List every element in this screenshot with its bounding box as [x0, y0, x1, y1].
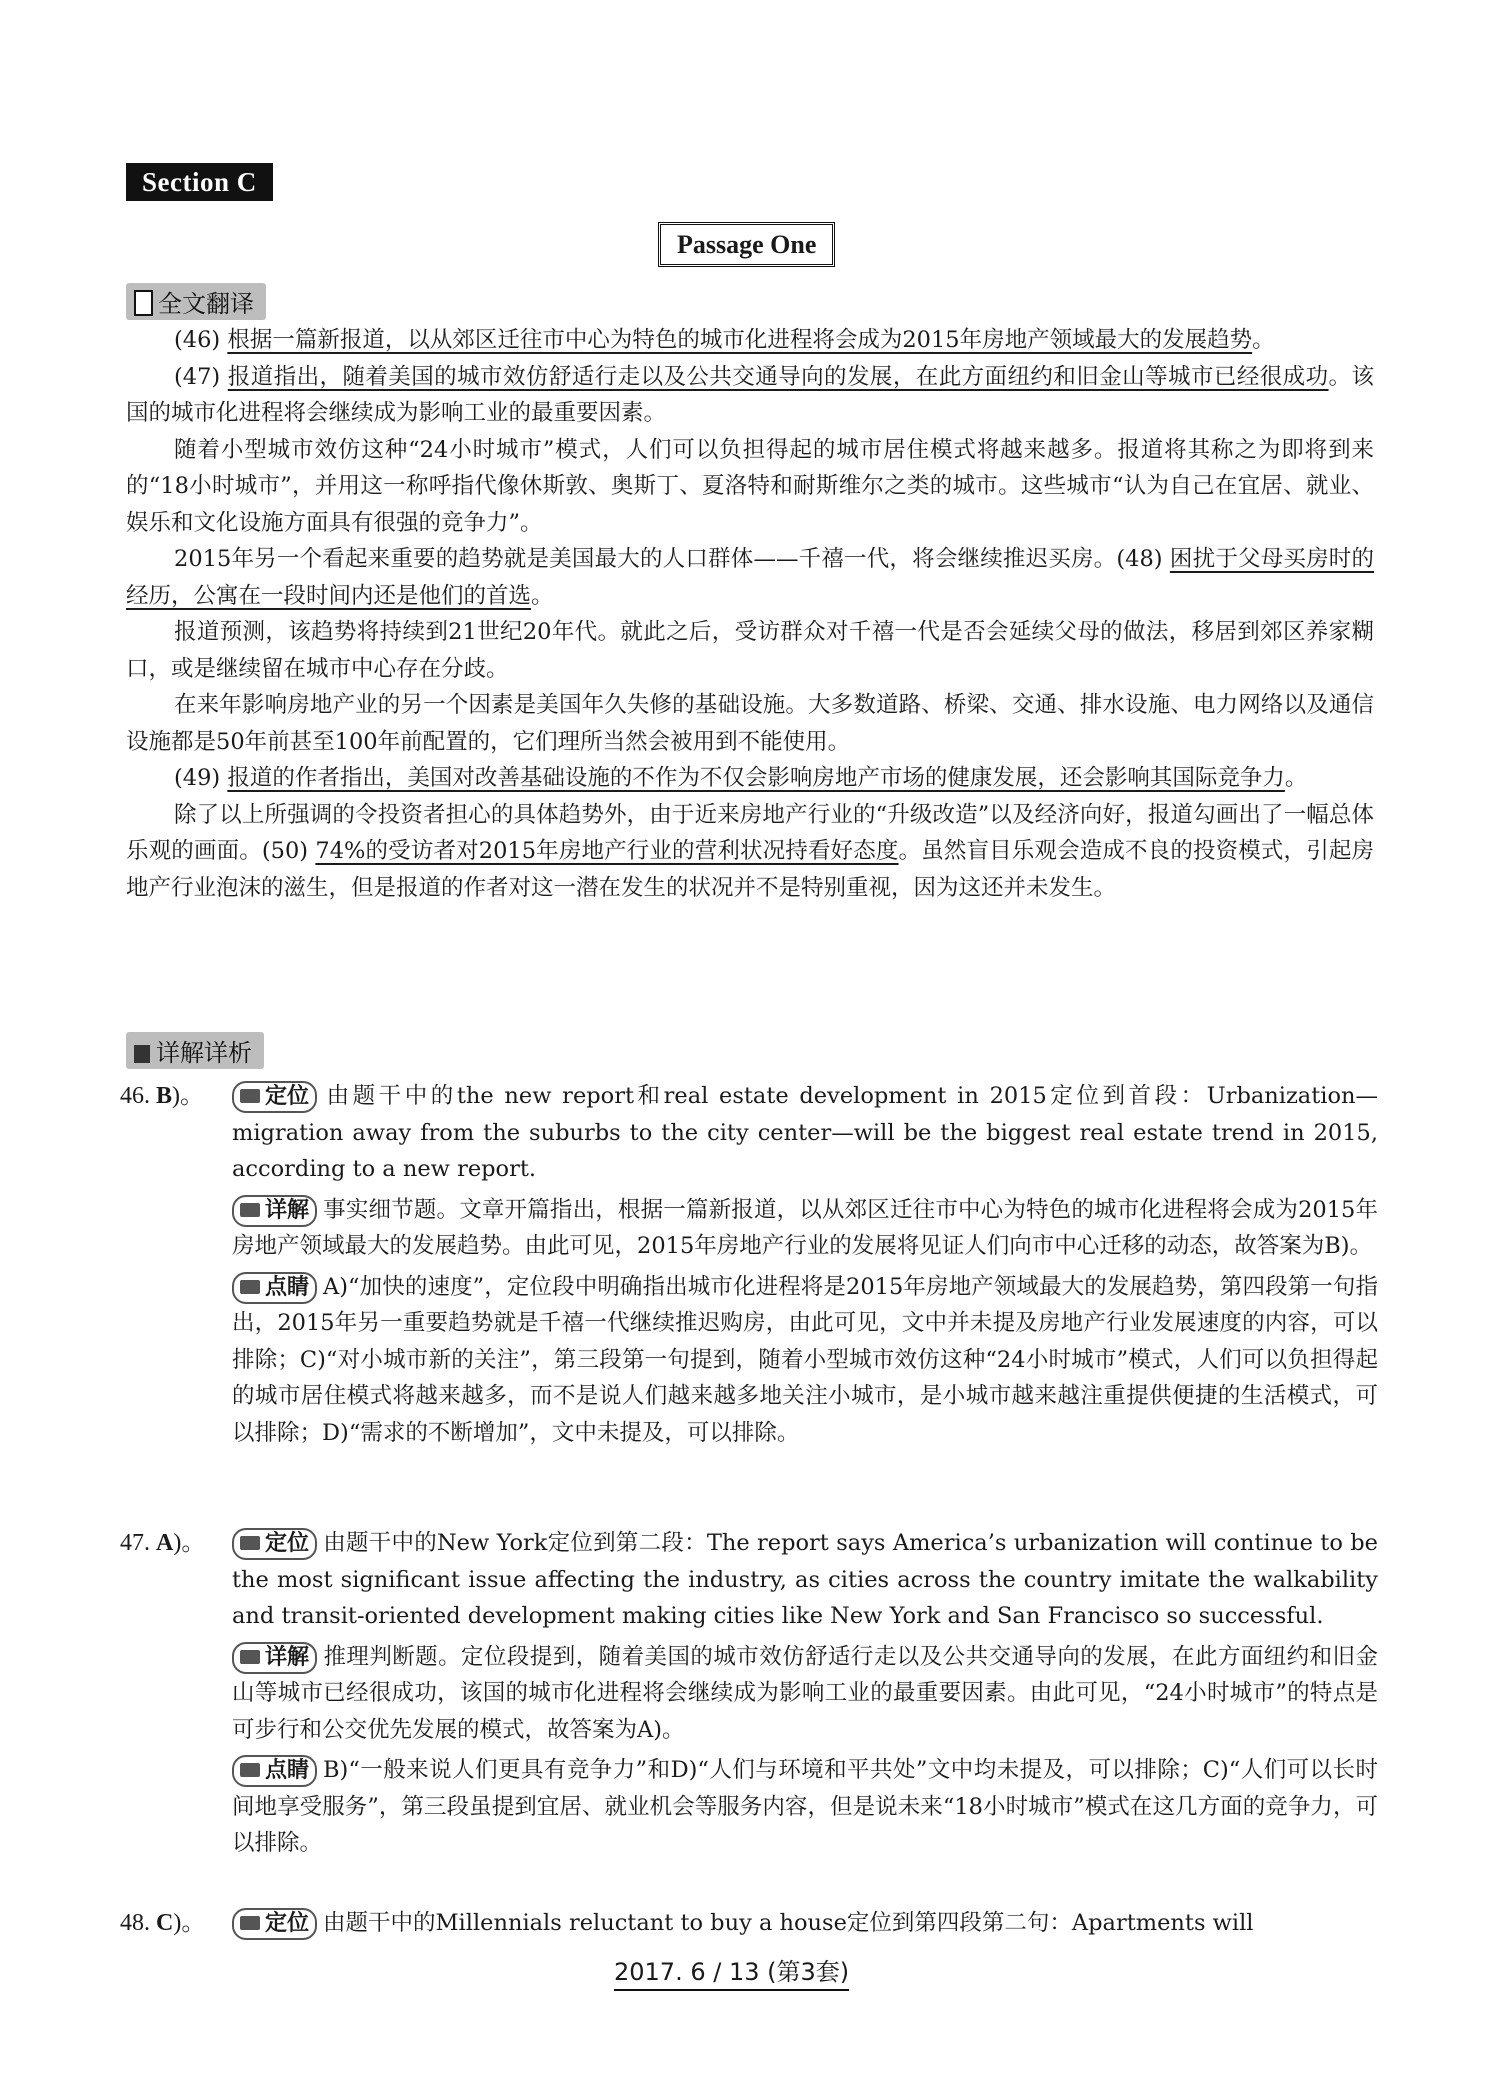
folder-icon: [240, 1916, 260, 1930]
question-number: 47. A)。: [120, 1530, 206, 1556]
analysis-text: 事实细节题。文章开篇指出，根据一篇新报道，以从郊区迁往市中心为特色的城市化进程将会成为2015年房地产领域最大的发展趋势。由此可见，2015年房地产行业的发展将见证人们向市中心迁移的动态，故答案为B)。: [232, 1196, 1378, 1259]
question-analysis: [120, 1525, 1378, 1866]
underlined-answer-sentence: 74%的受访者对2015年房地产行业的营利状况持看好态度: [315, 838, 899, 864]
folder-icon: [240, 1763, 260, 1777]
analysis-tag: [126, 1032, 264, 1069]
analysis-label: 定位: [232, 1908, 317, 1940]
translation-paragraph: (49) 报道的作者指出，美国对改善基础设施的不作为不仅会影响房地产市场的健康发展，还会影响其国际竞争力。: [174, 765, 1308, 791]
translation-text: [126, 322, 1374, 906]
underlined-answer-sentence: 困扰于父母买房时的经历，公寓在一段时间内还是他们的首选: [126, 546, 1374, 609]
analysis-item: [232, 1269, 1378, 1452]
analysis-label: 点睛: [232, 1272, 317, 1304]
translation-tag-label: 全文翻译: [158, 290, 254, 318]
analysis-text: 由题干中的the new report和real estate development in 2015定位到首段：Urbanization—migration away from the suburbs to the city center—will be the biggest real estate trend in 2015, according to a new report.: [232, 1083, 1378, 1182]
translation-paragraph: 报道预测，该趋势将持续到21世纪20年代。就此之后，受访群众对千禧一代是否会延续父母的做法，移居到郊区养家糊口，或是继续留在城市中心存在分歧。: [126, 619, 1374, 682]
analysis-item: [232, 1078, 1378, 1188]
analysis-item: [232, 1192, 1378, 1265]
translation-tag: [126, 283, 266, 320]
analysis-text: A)“加快的速度”，定位段中明确指出城市化进程将是2015年房地产领域最大的发展趋势，第四段第一句指出，2015年另一重要趋势就是千禧一代继续推迟购房，由此可见，文中并未提及房地产行业发展速度的内容，可以排除；C)“对小城市新的关注”，第三段第一句提到，随着小型城市效仿这种“24小时城市”模式，人们可以负担得起的城市居住模式将越来越多，而不是说人们越来越多地关注小城市，是小城市越来越注重提供便捷的生活模式，可以排除；D)“需求的不断增加”，文中未提及，可以排除。: [232, 1273, 1378, 1446]
analysis-label: 定位: [232, 1081, 317, 1113]
folder-icon: [240, 1203, 260, 1217]
translation-paragraph: 2015年另一个看起来重要的趋势就是美国最大的人口群体——千禧一代，将会继续推迟买房。(48) 困扰于父母买房时的经历，公寓在一段时间内还是他们的首选。: [126, 546, 1374, 609]
analysis-label: 详解: [232, 1642, 317, 1674]
analysis-text: 推理判断题。定位段提到，随着美国的城市效仿舒适行走以及公共交通导向的发展，在此方面纽约和旧金山等城市已经很成功，该国的城市化进程将会继续成为影响工业的最重要因素。由此可见，“24小时城市”的特点是可步行和公交优先发展的模式，故答案为A)。: [232, 1643, 1378, 1743]
question-analysis: [120, 1905, 1378, 1946]
folder-icon: [240, 1280, 260, 1294]
passage-title: Passage One: [658, 222, 835, 267]
answer-letter: B: [156, 1083, 173, 1109]
document-icon: [134, 1045, 150, 1063]
question-number: 46. B)。: [120, 1083, 205, 1109]
page-footer: 2017. 6 / 13 (第3套): [614, 1952, 849, 1991]
analysis-item: [232, 1639, 1378, 1749]
folder-icon: [240, 1650, 260, 1664]
analysis-label: 点睛: [232, 1755, 317, 1787]
translation-paragraph: 随着小型城市效仿这种“24小时城市”模式，人们可以负担得起的城市居住模式将越来越多。报道将其称之为即将到来的“18小时城市”，并用这一称呼指代像休斯敦、奥斯丁、夏洛特和耐斯维尔之类的城市。这些城市“认为自己在宜居、就业、娱乐和文化设施方面具有很强的竞争力”。: [126, 436, 1374, 536]
folder-icon: [240, 1089, 260, 1103]
analysis-text: B)“一般来说人们更具有竞争力”和D)“人们与环境和平共处”文中均未提及，可以排除；C)“人们可以长时间地享受服务”，第三段虽提到宜居、就业机会等服务内容，但是说未来“18小时城市”模式在这几方面的竞争力，可以排除。: [232, 1757, 1378, 1856]
checkbox-icon: [134, 290, 153, 316]
answer-letter: A: [156, 1530, 174, 1556]
folder-icon: [240, 1536, 260, 1550]
translation-paragraph: 除了以上所强调的令投资者担心的具体趋势外，由于近来房地产行业的“升级改造”以及经济向好，报道勾画出了一幅总体乐观的画面。(50) 74%的受访者对2015年房地产行业的营利状况持看好态度。虽然盲目乐观会造成不良的投资模式，引起房地产行业泡沫的滋生，但是报道的作者对这一潜在发生的状况并不是特别重视，因为这还并未发生。: [126, 801, 1374, 901]
analysis-item: [232, 1525, 1378, 1635]
analysis-label: 详解: [232, 1195, 317, 1227]
translation-paragraph: 在来年影响房地产业的另一个因素是美国年久失修的基础设施。大多数道路、桥梁、交通、排水设施、电力网络以及通信设施都是50年前甚至100年前配置的，它们理所当然会被用到不能使用。: [126, 692, 1374, 755]
underlined-answer-sentence: 根据一篇新报道，以从郊区迁往市中心为特色的城市化进程将会成为2015年房地产领域最大的发展趋势: [227, 327, 1253, 353]
analysis-text: 由题干中的Millennials reluctant to buy a house定位到第四段第二句：Apartments will: [323, 1910, 1254, 1936]
analysis-label: 定位: [232, 1528, 317, 1560]
section-heading: Section C: [126, 163, 273, 201]
question-number: 48. C)。: [120, 1910, 206, 1936]
answer-letter: C: [156, 1910, 174, 1936]
question-analysis: [120, 1078, 1378, 1455]
analysis-tag-label: 详解详析: [156, 1039, 252, 1067]
translation-paragraph: (46) 根据一篇新报道，以从郊区迁往市中心为特色的城市化进程将会成为2015年房地产领域最大的发展趋势。: [174, 327, 1275, 353]
analysis-item: [232, 1905, 1378, 1942]
underlined-answer-sentence: 报道的作者指出，美国对改善基础设施的不作为不仅会影响房地产市场的健康发展，还会影响其国际竞争力: [227, 765, 1285, 791]
translation-paragraph: (47) 报道指出，随着美国的城市效仿舒适行走以及公共交通导向的发展，在此方面纽约和旧金山等城市已经很成功。该国的城市化进程将会继续成为影响工业的最重要因素。: [126, 363, 1374, 426]
analysis-text: 由题干中的New York定位到第二段：The report says America’s urbanization will continue to be the most significant issue affecting the industry, as cities across the country imitate the walkability and transit-oriented development making cities like New York and San Francisco so successful.: [232, 1530, 1378, 1629]
analysis-item: [232, 1752, 1378, 1862]
underlined-answer-sentence: 报道指出，随着美国的城市效仿舒适行走以及公共交通导向的发展，在此方面纽约和旧金山等城市已经很成功: [227, 363, 1329, 390]
